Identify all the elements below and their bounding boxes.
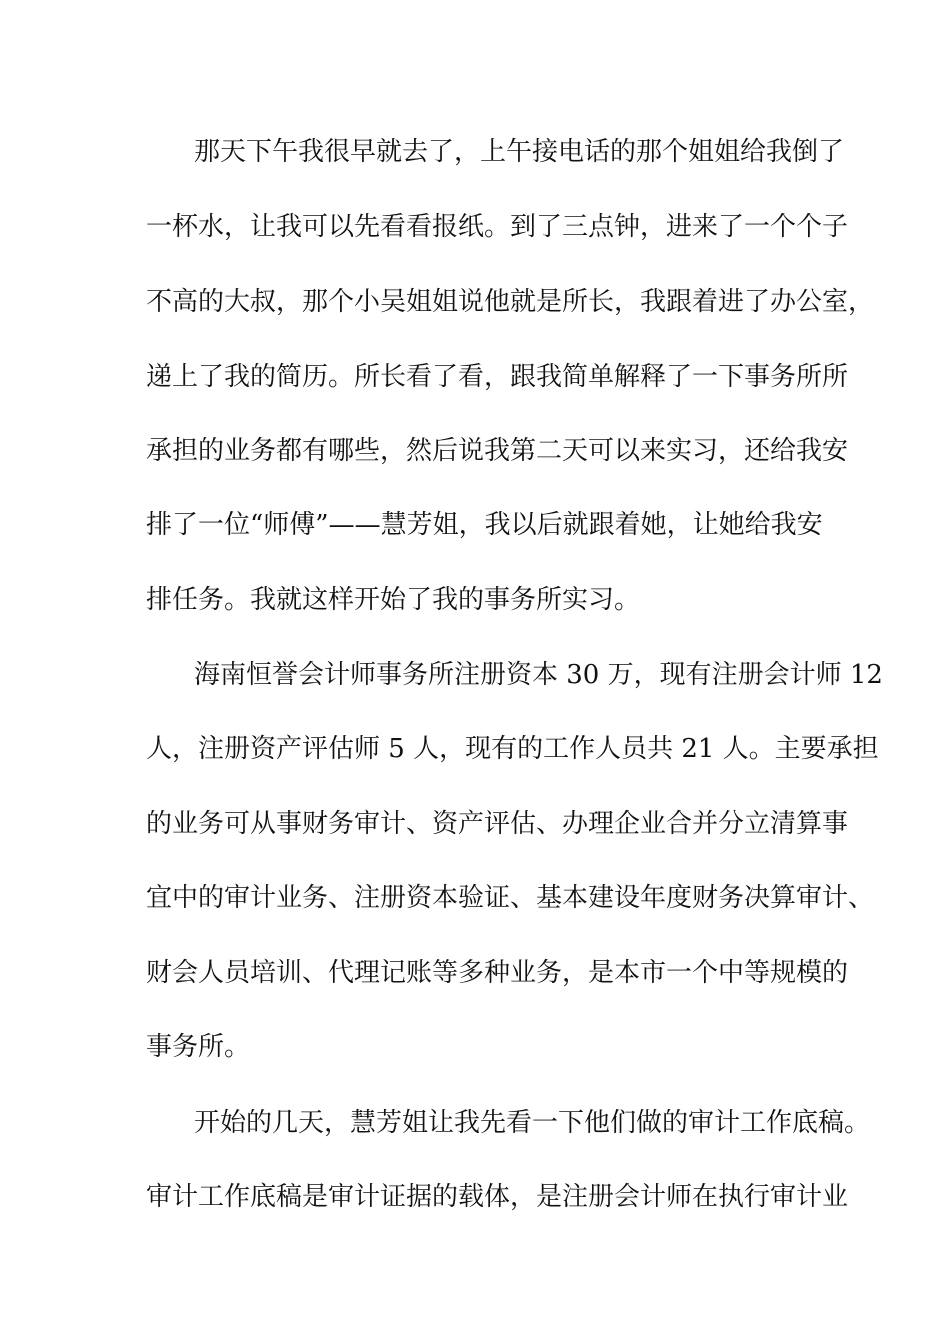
paragraph-2-line-5: 财会人员培训、代理记账等多种业务，是本市一个中等规模的 — [146, 958, 849, 988]
paragraph-1-line-1: 那天下午我很早就去了，上午接电话的那个姐姐给我倒了 — [194, 137, 845, 167]
paragraph-2-line-4: 宜中的审计业务、注册资本验证、基本建设年度财务决算审计、 — [146, 883, 875, 913]
paragraph-2-line-3: 的业务可从事财务审计、资产评估、办理企业合并分立清算事 — [146, 809, 849, 839]
paragraph-1-line-3: 不高的大叔，那个小吴姐姐说他就是所长，我跟着进了办公室， — [146, 287, 875, 317]
paragraph-2-line-1: 海南恒誉会计师事务所注册资本 30 万，现有注册会计师 12 — [194, 660, 883, 690]
paragraph-3-line-1: 开始的几天，慧芳姐让我先看一下他们做的审计工作底稿。 — [194, 1108, 871, 1138]
paragraph-3-line-2: 审计工作底稿是审计证据的载体，是注册会计师在执行审计业 — [146, 1182, 849, 1212]
paragraph-2-line-6: 事务所。 — [146, 1032, 251, 1062]
paragraph-1-line-6: 排了一位“师傅”——慧芳姐，我以后就跟着她，让她给我安 — [146, 510, 823, 540]
paragraph-2-line-2: 人，注册资产评估师 5 人，现有的工作人员共 21 人。主要承担 — [146, 734, 879, 764]
paragraph-1-line-2: 一杯水，让我可以先看看报纸。到了三点钟，进来了一个个子 — [146, 212, 849, 242]
paragraph-1-line-5: 承担的业务都有哪些，然后说我第二天可以来实习，还给我安 — [146, 436, 849, 466]
paragraph-1-line-4: 递上了我的简历。所长看了看，跟我简单解释了一下事务所所 — [146, 362, 849, 392]
paragraph-1-line-7: 排任务。我就这样开始了我的事务所实习。 — [146, 585, 641, 615]
